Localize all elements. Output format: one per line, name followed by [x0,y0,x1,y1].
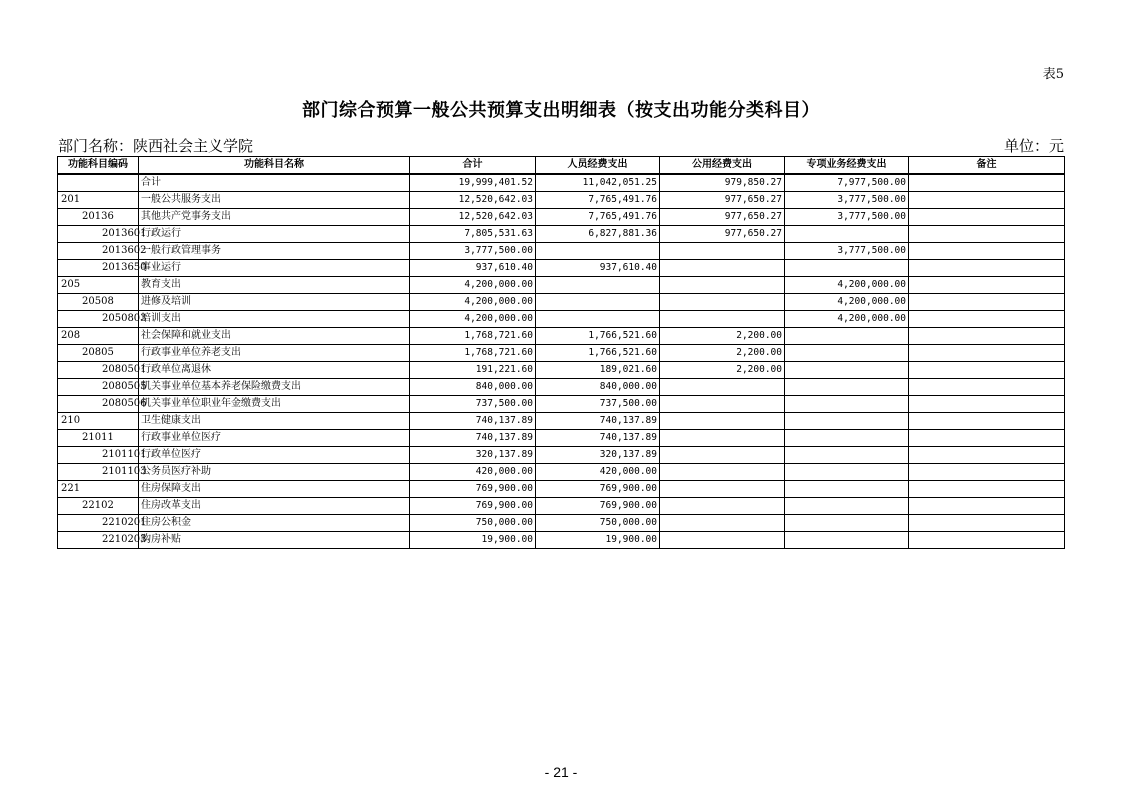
meta-row [58,135,1064,155]
cell-public: 2,200.00 [660,362,785,379]
cell-name: 其他共产党事务支出 [139,209,410,226]
cell-total: 737,500.00 [410,396,536,413]
cell-personnel: 769,900.00 [536,498,660,515]
cell-public [660,294,785,311]
cell-code: 201 [58,192,139,209]
cell-personnel: 840,000.00 [536,379,660,396]
table-row [58,209,1065,226]
cell-personnel [536,277,660,294]
cell-personnel: 420,000.00 [536,464,660,481]
table-row [58,345,1065,362]
table-row [58,328,1065,345]
cell-code: 208 [58,328,139,345]
cell-personnel: 1,766,521.60 [536,328,660,345]
cell-name: 住房保障支出 [139,481,410,498]
cell-name: 住房公积金 [139,515,410,532]
cell-special: 7,977,500.00 [785,174,909,192]
cell-public: 2,200.00 [660,345,785,362]
cell-special [785,260,909,277]
cell-total: 191,221.60 [410,362,536,379]
cell-total: 750,000.00 [410,515,536,532]
cell-total: 7,805,531.63 [410,226,536,243]
cell-name: 行政事业单位医疗 [139,430,410,447]
cell-name: 事业运行 [139,260,410,277]
cell-note [909,311,1065,328]
table-row [58,362,1065,379]
cell-note [909,345,1065,362]
cell-public: 977,650.27 [660,226,785,243]
header-personnel: 人员经费支出 [536,157,660,175]
cell-name: 一般行政管理事务 [139,243,410,260]
cell-public [660,498,785,515]
cell-note [909,243,1065,260]
cell-total: 769,900.00 [410,498,536,515]
cell-public [660,277,785,294]
cell-personnel [536,311,660,328]
table-row [58,174,1065,192]
cell-name: 行政运行 [139,226,410,243]
cell-code: 2210203 [58,532,139,549]
cell-name: 培训支出 [139,311,410,328]
table-row [58,243,1065,260]
header-total: 合计 [410,157,536,175]
cell-personnel: 740,137.89 [536,413,660,430]
cell-personnel: 11,042,051.25 [536,174,660,192]
cell-name: 住房改革支出 [139,498,410,515]
cell-special: 3,777,500.00 [785,243,909,260]
cell-total: 1,768,721.60 [410,345,536,362]
cell-special [785,430,909,447]
cell-public [660,260,785,277]
cell-special: 4,200,000.00 [785,277,909,294]
cell-special [785,328,909,345]
cell-personnel [536,243,660,260]
cell-personnel: 937,610.40 [536,260,660,277]
cell-special [785,498,909,515]
cell-note [909,260,1065,277]
cell-name: 合计 [139,174,410,192]
cell-public [660,481,785,498]
cell-public [660,311,785,328]
cell-code: 2101103 [58,464,139,481]
cell-code: 2210201 [58,515,139,532]
header-note: 备注 [909,157,1065,175]
cell-personnel: 7,765,491.76 [536,209,660,226]
cell-name: 机关事业单位基本养老保险缴费支出 [139,379,410,396]
table-row [58,413,1065,430]
cell-code: 21011 [58,430,139,447]
cell-special: 3,777,500.00 [785,192,909,209]
cell-special: 3,777,500.00 [785,209,909,226]
table-row [58,396,1065,413]
cell-note [909,430,1065,447]
cell-public [660,243,785,260]
cell-total: 320,137.89 [410,447,536,464]
table-header-row [58,157,1065,175]
cell-total: 840,000.00 [410,379,536,396]
cell-personnel: 7,765,491.76 [536,192,660,209]
page-number: - 21 - [544,764,578,780]
cell-public [660,532,785,549]
cell-total: 420,000.00 [410,464,536,481]
cell-special [785,345,909,362]
cell-personnel: 19,900.00 [536,532,660,549]
cell-name: 机关事业单位职业年金缴费支出 [139,396,410,413]
cell-note [909,498,1065,515]
cell-personnel: 750,000.00 [536,515,660,532]
cell-special [785,447,909,464]
cell-code: 210 [58,413,139,430]
cell-code: 20136 [58,209,139,226]
table-row [58,311,1065,328]
cell-code: 2080506 [58,396,139,413]
cell-note [909,362,1065,379]
cell-total: 740,137.89 [410,413,536,430]
cell-code: 2013602 [58,243,139,260]
cell-total: 19,900.00 [410,532,536,549]
cell-public [660,447,785,464]
cell-note [909,379,1065,396]
cell-note [909,532,1065,549]
cell-note [909,396,1065,413]
cell-name: 行政单位医疗 [139,447,410,464]
cell-name: 购房补贴 [139,532,410,549]
cell-personnel: 740,137.89 [536,430,660,447]
cell-public [660,515,785,532]
cell-name: 卫生健康支出 [139,413,410,430]
cell-name: 进修及培训 [139,294,410,311]
cell-name: 公务员医疗补助 [139,464,410,481]
table-row [58,379,1065,396]
table-row [58,481,1065,498]
cell-code: 2050803 [58,311,139,328]
cell-total: 740,137.89 [410,430,536,447]
cell-code: 2080501 [58,362,139,379]
cell-special [785,396,909,413]
cell-personnel: 320,137.89 [536,447,660,464]
cell-public [660,413,785,430]
cell-public: 2,200.00 [660,328,785,345]
cell-total: 937,610.40 [410,260,536,277]
header-public: 公用经费支出 [660,157,785,175]
cell-name: 教育支出 [139,277,410,294]
document-title: 部门综合预算一般公共预算支出明细表（按支出功能分类科目） [302,100,820,121]
cell-code: 2101101 [58,447,139,464]
cell-public: 979,850.27 [660,174,785,192]
table-row [58,515,1065,532]
cell-code: 2080505 [58,379,139,396]
cell-code: 2013650 [58,260,139,277]
cell-personnel: 1,766,521.60 [536,345,660,362]
cell-special [785,226,909,243]
cell-name: 行政事业单位养老支出 [139,345,410,362]
cell-note [909,447,1065,464]
cell-special [785,464,909,481]
table-row [58,532,1065,549]
table-row [58,294,1065,311]
table-row [58,277,1065,294]
cell-special: 4,200,000.00 [785,294,909,311]
cell-public: 977,650.27 [660,192,785,209]
unit-label: 单位：元 [1003,137,1064,155]
cell-public [660,430,785,447]
cell-code: 20508 [58,294,139,311]
cell-personnel: 737,500.00 [536,396,660,413]
cell-special [785,413,909,430]
cell-note [909,209,1065,226]
cell-total: 19,999,401.52 [410,174,536,192]
cell-note [909,464,1065,481]
table-row [58,447,1065,464]
cell-name: 行政单位离退休 [139,362,410,379]
cell-note [909,192,1065,209]
cell-code: 205 [58,277,139,294]
cell-total: 769,900.00 [410,481,536,498]
cell-note [909,515,1065,532]
cell-special [785,362,909,379]
cell-note [909,277,1065,294]
cell-public [660,379,785,396]
cell-total: 1,768,721.60 [410,328,536,345]
cell-code [58,174,139,192]
table-row [58,260,1065,277]
cell-special: 4,200,000.00 [785,311,909,328]
table-row [58,430,1065,447]
header-name: 功能科目名称 [139,157,410,175]
cell-special [785,481,909,498]
header-special: 专项业务经费支出 [785,157,909,175]
cell-special [785,532,909,549]
cell-public [660,396,785,413]
cell-code: 2013601 [58,226,139,243]
table-row [58,192,1065,209]
cell-note [909,174,1065,192]
cell-special [785,515,909,532]
header-code: 功能科目编码 [58,157,139,175]
cell-note [909,481,1065,498]
cell-note [909,413,1065,430]
table-body [58,174,1065,549]
cell-note [909,328,1065,345]
cell-total: 4,200,000.00 [410,277,536,294]
cell-total: 12,520,642.03 [410,192,536,209]
table-row [58,464,1065,481]
table-row [58,226,1065,243]
cell-personnel: 189,021.60 [536,362,660,379]
cell-code: 20805 [58,345,139,362]
cell-personnel: 769,900.00 [536,481,660,498]
budget-table [57,156,1065,549]
cell-public [660,464,785,481]
department-name: 部门名称：陕西社会主义学院 [58,137,254,155]
cell-special [785,379,909,396]
cell-total: 4,200,000.00 [410,294,536,311]
cell-note [909,294,1065,311]
cell-note [909,226,1065,243]
cell-name: 社会保障和就业支出 [139,328,410,345]
cell-total: 4,200,000.00 [410,311,536,328]
table-number: 表5 [1042,67,1064,82]
cell-public: 977,650.27 [660,209,785,226]
cell-total: 12,520,642.03 [410,209,536,226]
cell-code: 22102 [58,498,139,515]
cell-personnel [536,294,660,311]
cell-name: 一般公共服务支出 [139,192,410,209]
cell-code: 221 [58,481,139,498]
table-row [58,498,1065,515]
cell-personnel: 6,827,881.36 [536,226,660,243]
cell-total: 3,777,500.00 [410,243,536,260]
